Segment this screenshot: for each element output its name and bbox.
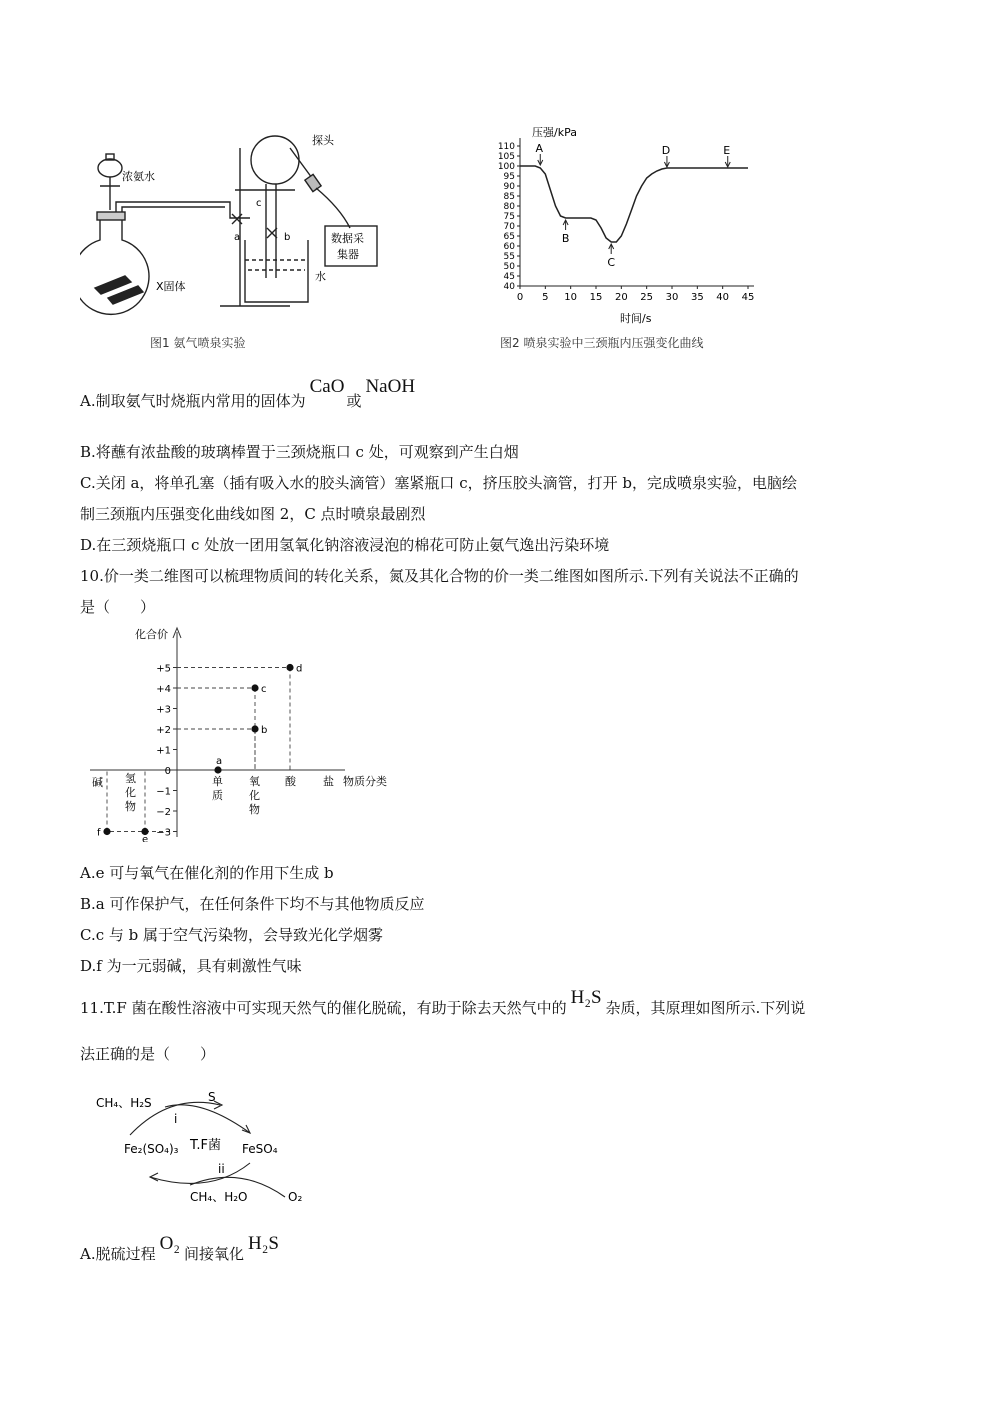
q10-cat-hydride-3: 物: [125, 800, 136, 813]
fig2-xtick-label: 25: [640, 292, 654, 303]
pressure-curve: [520, 166, 748, 242]
fig2-point-label-D: D: [661, 144, 671, 157]
q10-point-label-d: d: [296, 663, 303, 675]
svg-text:T.F菌: T.F菌: [190, 1138, 222, 1153]
fig1-caption: 图1 氨气喷泉实验: [150, 336, 246, 350]
fig2-ytick-label: 50: [503, 262, 515, 272]
q10-ytick-label: 0: [164, 766, 171, 777]
q10-point-label-a: a: [216, 756, 223, 767]
svg-text:集器: 集器: [337, 248, 359, 261]
fig2-point-label-B: B: [561, 232, 570, 245]
svg-text:S: S: [208, 1090, 216, 1104]
svg-text:探头: 探头: [312, 134, 334, 147]
fig2-ytick-label: 70: [503, 222, 515, 232]
svg-text:X固体: X固体: [156, 280, 186, 293]
q9-option-a: A.制取氨气时烧瓶内常用的固体为CaO或NaOH: [80, 376, 416, 410]
q10-cat-salt: 盐: [323, 775, 334, 788]
fig2-xtick-label: 20: [614, 292, 628, 303]
svg-text:a: a: [234, 232, 241, 243]
fig2-ytick-label: 85: [503, 192, 515, 202]
q11-stem-line2: 法正确的是（ ）: [80, 1045, 216, 1063]
q10-point-d: [286, 664, 293, 671]
q9-option-d: D.在三颈烧瓶口 c 处放一团用氢氧化钠溶液浸泡的棉花可防止氨气逸出污染环境: [80, 536, 610, 554]
fig2-xtick-label: 10: [564, 292, 578, 303]
q10-point-b: [251, 725, 258, 732]
fig2-ytick-label: 40: [503, 282, 515, 292]
q10-point-f: [103, 828, 110, 835]
q10-cat-hydride-2: 化: [125, 786, 136, 799]
fig2-ytick-label: 65: [503, 232, 515, 242]
fig2-ytick-label: 110: [497, 142, 515, 152]
q11-stem-line1: 11.T.F 菌在酸性溶液中可实现天然气的催化脱硫，有助于除去天然气中的 H₂S 杂质，其原理如图所示.下列说: [80, 987, 806, 1017]
q10-cat-hydride-1: 氢: [125, 772, 136, 785]
fig2-xtick-label: 30: [665, 292, 679, 303]
q10-stem-line2: 是（ ）: [80, 598, 156, 616]
q10-cat-oxide-3: 物: [249, 803, 260, 816]
fig2-ytick-label: 60: [503, 242, 515, 252]
fig2-xtick-label: 40: [716, 292, 730, 303]
q10-point-label-f: f: [97, 827, 101, 839]
fig2-ytick-label: 100: [497, 162, 515, 172]
q10-point-label-b: b: [261, 725, 268, 736]
fig2-xtick-label: 15: [589, 292, 603, 303]
svg-text:i: i: [174, 1112, 178, 1126]
q10-cat-oxide-2: 化: [249, 789, 260, 802]
q10-cat-oxide-1: 氧: [249, 775, 260, 788]
q9-option-b: B.将蘸有浓盐酸的玻璃棒置于三颈烧瓶口 c 处，可观察到产生白烟: [80, 443, 519, 461]
q10-cat-element-2: 质: [212, 789, 223, 802]
q10-point-a: [214, 766, 221, 773]
fig1-apparatus: [80, 128, 410, 328]
q10-point-c: [251, 684, 258, 691]
fig2-ytick-label: 105: [497, 152, 515, 162]
q10-option-c: C.c 与 b 属于空气污染物，会导致光化学烟雾: [80, 926, 384, 944]
svg-text:O₂: O₂: [288, 1190, 303, 1204]
q10-ytick-label: +3: [156, 704, 171, 716]
fig2-point-label-A: A: [535, 142, 544, 155]
q10-ylabel: 化合价: [135, 628, 168, 641]
q10-option-b: B.a 可作保护气，在任何条件下均不与其他物质反应: [80, 895, 425, 913]
svg-text:CH₄、H₂O: CH₄、H₂O: [190, 1190, 248, 1204]
q10-cat-classification: 物质分类: [343, 775, 387, 788]
q11-option-a: A.脱硫过程 O₂ 间接氧化 H₂S: [80, 1233, 279, 1263]
q10-valence-class-chart: [85, 622, 415, 842]
fig2-xtick-label: 5: [542, 292, 549, 303]
fig2-ytick-label: 90: [503, 182, 515, 192]
q10-option-d: D.f 为一元弱碱，具有刺激性气味: [80, 957, 302, 975]
q10-ytick-label: −2: [156, 807, 171, 818]
q10-ytick-label: −1: [156, 786, 171, 798]
svg-text:ii: ii: [218, 1162, 225, 1176]
q10-cat-element-1: 单: [212, 775, 223, 788]
svg-text:b: b: [284, 232, 291, 243]
svg-text:水: 水: [315, 270, 326, 283]
q10-ytick-label: −3: [156, 827, 171, 839]
svg-text:浓氨水: 浓氨水: [122, 170, 155, 183]
svg-text:Fe₂(SO₄)₃: Fe₂(SO₄)₃: [124, 1142, 179, 1156]
fig2-xlabel: 时间/s: [620, 312, 652, 325]
q10-stem-line1: 10.价一类二维图可以梳理物质间的转化关系，氮及其化合物的价一类二维图如图所示.下列有关说法不正确的: [80, 567, 799, 585]
q10-cat-acid: 酸: [285, 775, 296, 788]
fig2-xtick-label: 0: [516, 292, 524, 303]
q10-ytick-label: +2: [156, 725, 171, 736]
fig2-xtick-label: 35: [690, 292, 704, 303]
q10-ytick-label: +5: [156, 663, 171, 675]
svg-text:FeSO₄: FeSO₄: [242, 1142, 278, 1156]
q10-cat-base: 碱: [92, 776, 103, 789]
fig2-point-label-E: E: [723, 144, 731, 157]
fig2-ytick-label: 80: [503, 202, 515, 212]
q9-option-c-line2: 制三颈瓶内压强变化曲线如图 2，C 点时喷泉最剧烈: [80, 505, 426, 523]
q9-option-c-line1: C.关闭 a，将单孔塞（插有吸入水的胶头滴管）塞紧瓶口 c，挤压胶头滴管，打开 b，完成喷泉实验，电脑绘: [80, 474, 797, 492]
fig2-ytick-label: 55: [503, 252, 515, 262]
q10-point-label-c: c: [261, 684, 267, 695]
q10-ytick-label: +1: [156, 745, 171, 757]
fig2-pressure-chart: [480, 122, 770, 332]
q10-ytick-label: +4: [156, 684, 171, 695]
fig2-xtick-label: 45: [741, 292, 755, 303]
fig2-ylabel: 压强/kPa: [532, 126, 577, 139]
q10-option-a: A.e 可与氧气在催化剂的作用下生成 b: [80, 864, 334, 882]
q11-desulfurization-diagram: [90, 1085, 330, 1215]
svg-text:CH₄、H₂S: CH₄、H₂S: [96, 1096, 152, 1110]
fig2-ytick-label: 95: [503, 172, 515, 182]
fig2-point-label-C: C: [607, 256, 616, 269]
fig2-caption: 图2 喷泉实验中三颈瓶内压强变化曲线: [500, 336, 704, 350]
fig2-ytick-label: 75: [503, 212, 515, 222]
svg-text:数据采: 数据采: [331, 232, 364, 245]
fig2-ytick-label: 45: [503, 272, 515, 282]
q10-point-label-e: e: [142, 834, 149, 842]
svg-text:c: c: [256, 198, 262, 209]
